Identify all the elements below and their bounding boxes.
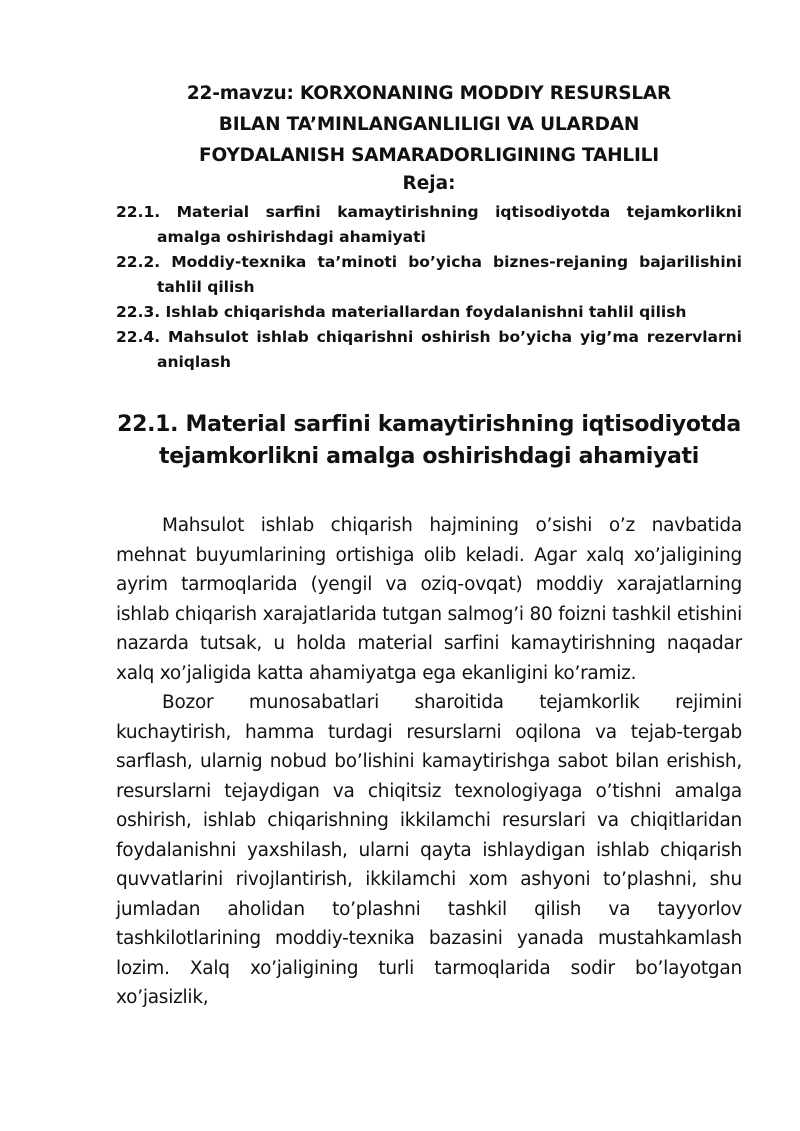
document-page — [116, 78, 742, 1013]
topic-title-line: FOYDALANISH SAMARADORLIGINING TAHLILI — [199, 145, 659, 166]
section-title — [116, 409, 742, 473]
plan-list — [116, 200, 742, 375]
section-body — [116, 511, 742, 1013]
plan-item: 22.2. Moddiy-texnika ta’minoti bo’yicha biznes-rejaning bajarilishini tahlil qilish — [116, 253, 742, 296]
section-title-line: 22.1. Material sarfini kamaytirishning iqtisodiyotda — [117, 412, 741, 437]
body-paragraph: Mahsulot ishlab chiqarish hajmining o’sishi o’z navbatida mehnat buyumlarining ortishiga olib keladi. Agar xalq xo’jaligining ayrim tarmoqlarida (yengil va oziq-ovqat) moddiy xarajatlarning ishlab chiqarish xarajatlarida tutgan salmog’i 80 foizni tashkil etishini nazarda tutsak, u holda material sarfini kamaytirishning naqadar xalq xo’jaligida katta ahamiyatga ega ekanligini ko’ramiz. — [116, 515, 742, 684]
topic-title-line: BILAN TA’MINLANGANLILIGI VA ULARDAN — [218, 114, 640, 135]
section-title-line: tejamkorlikni amalga oshirishdagi ahamiyati — [158, 444, 699, 469]
plan-heading: Reja: — [402, 173, 456, 194]
body-paragraph: Bozor munosabatlari sharoitida tejamkorlik rejimini kuchaytirish, hamma turdagi resurslarni oqilona va tejab-tergab sarflash, ularnig nobud bo’lishini kamaytirishga sabot bilan erishish, resurslarni tejaydigan va chiqitsiz texnologiyaga o’tishni amalga oshirish, ishlab chiqarishning ikkilamchi resurslari va chiqitlaridan foydalanishni yaxshilash, ularni qayta ishlaydigan ishlab chiqarish quvvatlarini rivojlantirish, ikkilamchi xom ashyoni to’plashni, shu jumladan aholidan to’plashni tashkil qilish va tayyorlov tashkilotlarining moddiy-texnika bazasini yanada mustahkamlash lozim. Xalq xo’jaligining turli tarmoqlarida sodir bo’layotgan xo’jasizlik, — [116, 692, 742, 1008]
topic-title-line: 22-mavzu: KORXONANING MODDIY RESURSLAR — [186, 83, 672, 104]
plan-item: 22.1. Material sarfini kamaytirishning iqtisodiyotda tejamkorlikni amalga oshirishdagi ahamiyati — [116, 203, 742, 246]
plan-item: 22.4. Mahsulot ishlab chiqarishni oshirish bo’yicha yig’ma rezervlarni aniqlash — [116, 328, 742, 371]
plan-item: 22.3. Ishlab chiqarishda materiallardan foydalanishni tahlil qilish — [116, 303, 687, 321]
topic-title — [116, 78, 742, 171]
